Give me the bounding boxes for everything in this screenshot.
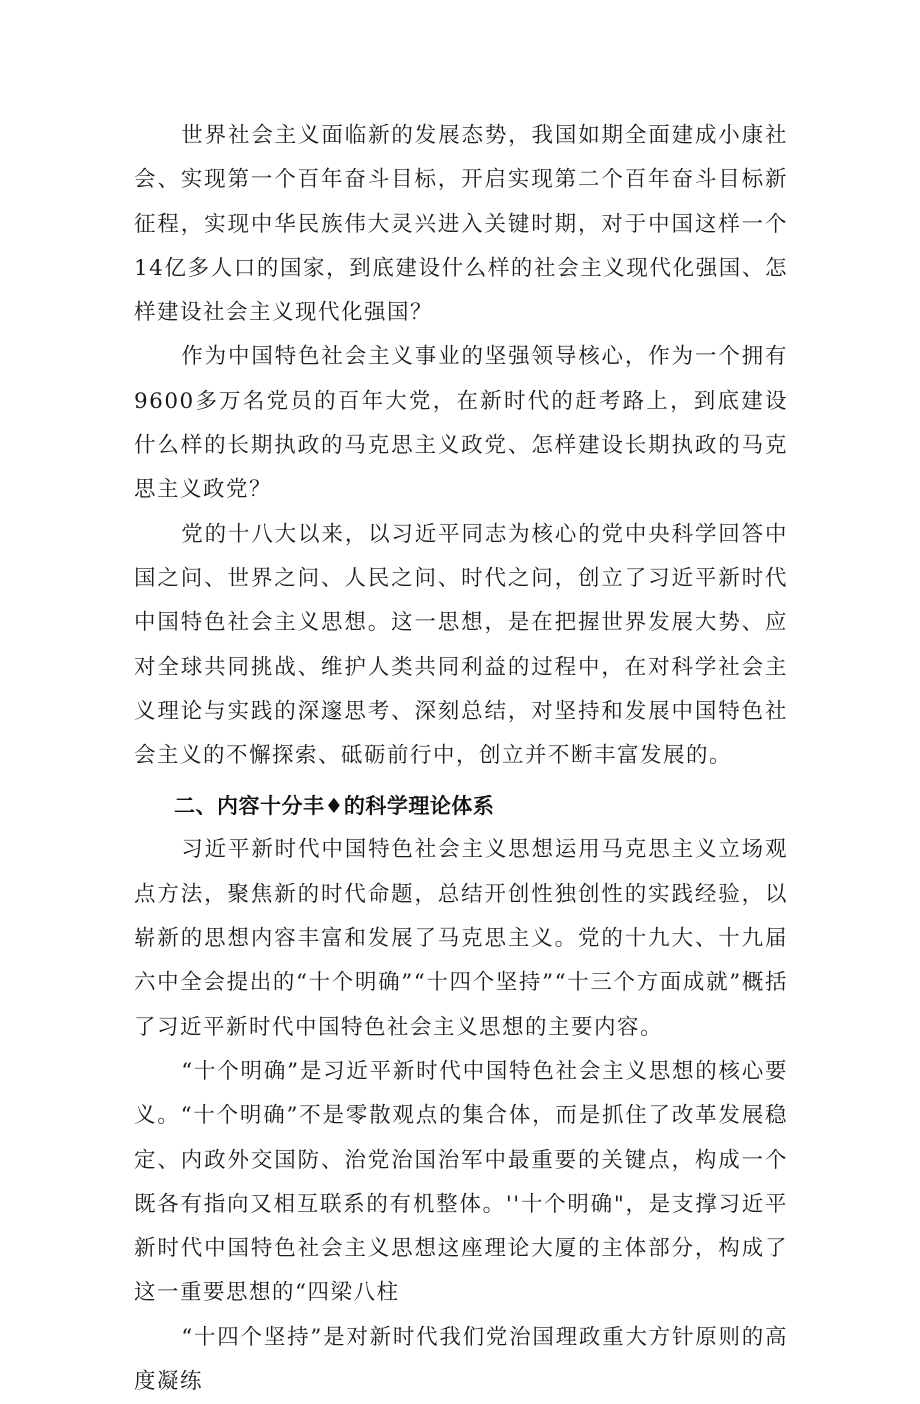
paragraph-5: “十个明确”是习近平新时代中国特色社会主义思想的核心要义。“十个明确”不是零散观点的集合体，而是抓住了改革发展稳定、内政外交国防、治党治国治军中最重要的关键点，构成一个既各有指向又相互联系的有机整体。''十个明确"，是支撑习近平新时代中国特色社会主义思想这座理论大厦的主体部分，构成了这一重要思想的“四梁八柱 bbox=[134, 1058, 788, 1306]
section-heading: 二、内容十分丰♦的科学理论体系 bbox=[174, 794, 495, 819]
paragraph-6: “十四个坚持”是对新时代我们党治国理政重大方针原则的高度凝练 bbox=[134, 1324, 788, 1395]
paragraph-2: 作为中国特色社会主义事业的坚强领导核心，作为一个拥有9600多万名党员的百年大党，在新时代的赶考路上，到底建设什么样的长期执政的马克思主义政党、怎样建设长期执政的马克思主义政党？ bbox=[134, 344, 788, 503]
paragraph-3: 党的十八大以来，以习近平同志为核心的党中央科学回答中国之问、世界之问、人民之问、时代之问，创立了习近平新时代中国特色社会主义思想。这一思想，是在把握世界发展大势、应对全球共同挑战、维护人类共同利益的过程中，在对科学社会主义理论与实践的深邃思考、深刻总结，对坚持和发展中国特色社会主义的不懈探索、砥砺前行中，创立并不断丰富发展的。 bbox=[134, 521, 788, 769]
document-body bbox=[134, 114, 788, 1404]
paragraph-1: 世界社会主义面临新的发展态势，我国如期全面建成小康社会、实现第一个百年奋斗目标，开启实现第二个百年奋斗目标新征程，实现中华民族伟大灵兴进入关键时期，对于中国这样一个14亿多人口的国家，到底建设什么样的社会主义现代化强国、怎样建设社会主义现代化强国？ bbox=[134, 123, 788, 326]
paragraph-4: 习近平新时代中国特色社会主义思想运用马克思主义立场观点方法，聚焦新的时代命题，总结开创性独创性的实践经验，以崭新的思想内容丰富和发展了马克思主义。党的十九大、十九届六中全会提出的“十个明确”“十四个坚持”“十三个方面成就”概括了习近平新时代中国特色社会主义思想的主要内容。 bbox=[134, 837, 788, 1040]
